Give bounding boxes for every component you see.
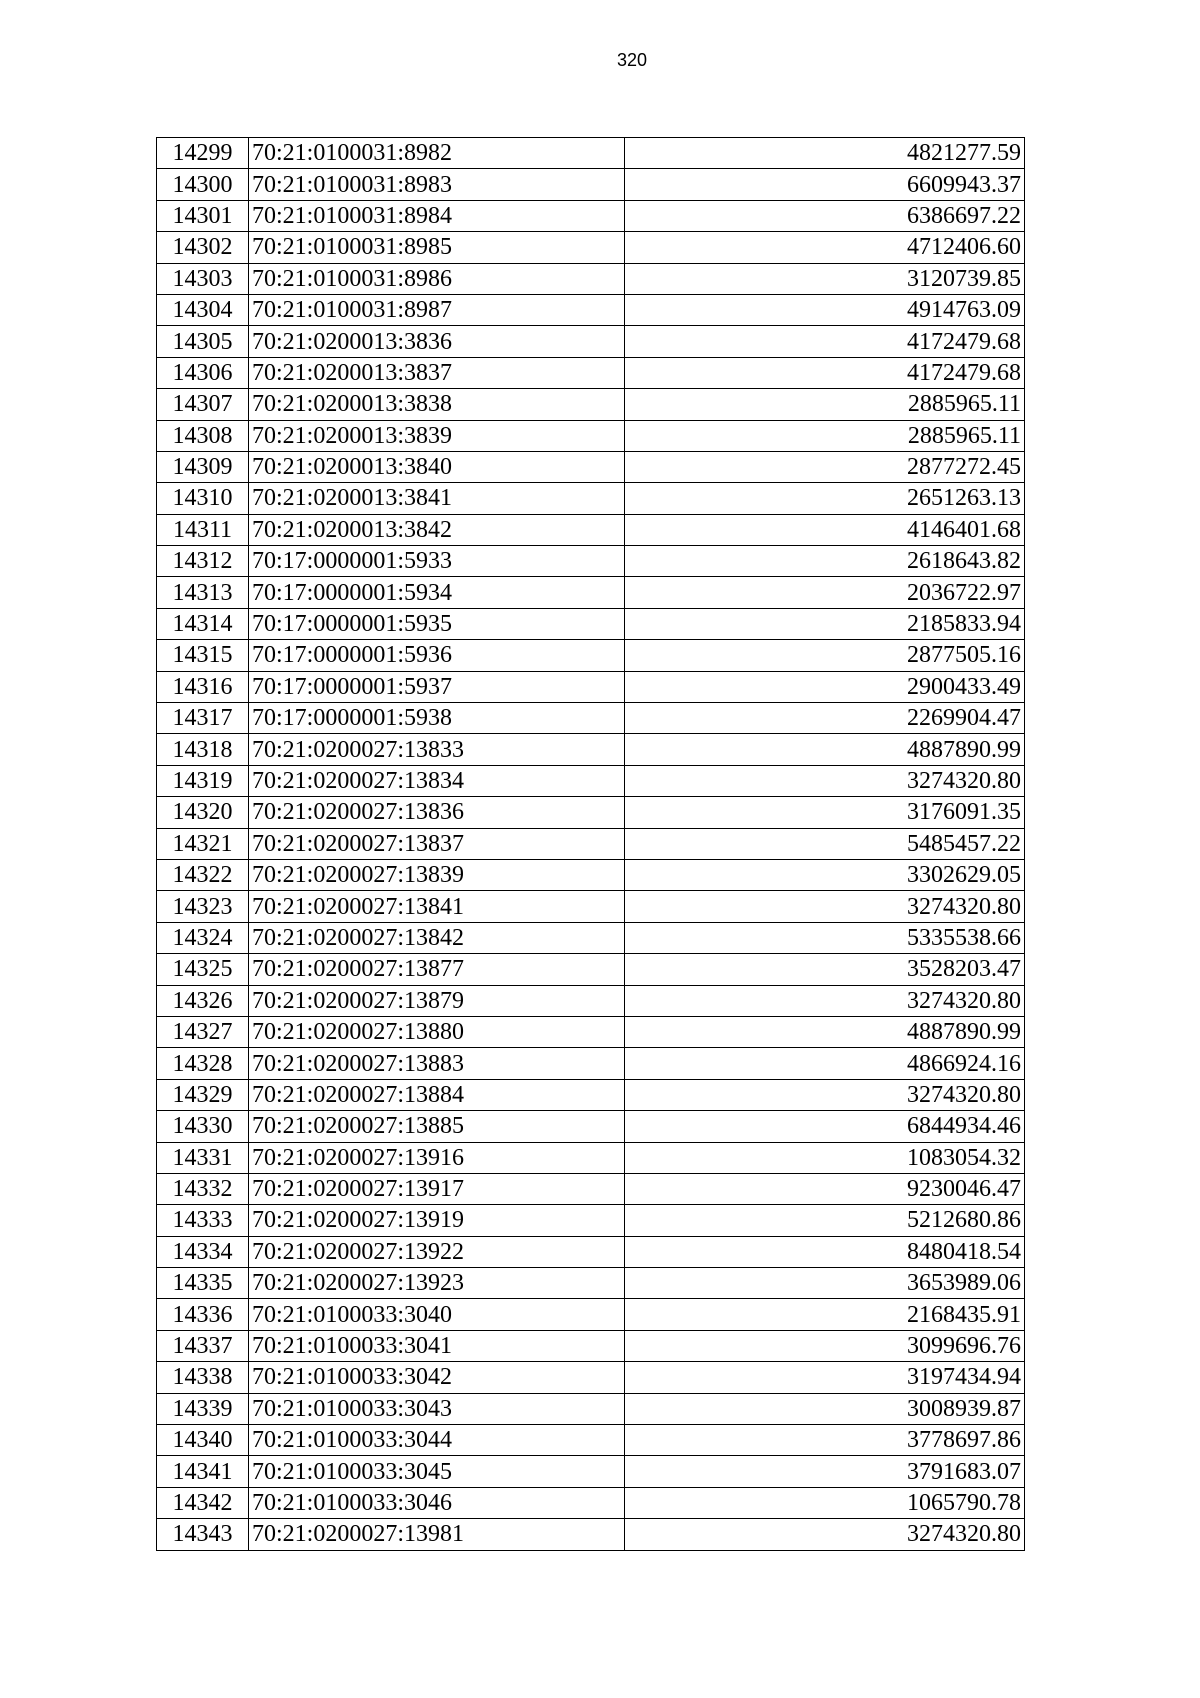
value-cell: 2185833.94 <box>625 608 1025 639</box>
value-cell: 4146401.68 <box>625 514 1025 545</box>
row-number-cell: 14316 <box>157 671 249 702</box>
cadastral-number-cell: 70:21:0200027:13919 <box>249 1205 625 1236</box>
table-row <box>157 1079 1025 1110</box>
cadastral-number-cell: 70:21:0100033:3040 <box>249 1299 625 1330</box>
table-row <box>157 1016 1025 1047</box>
row-number-cell: 14329 <box>157 1079 249 1110</box>
table-row <box>157 1330 1025 1361</box>
table-row <box>157 232 1025 263</box>
table-row <box>157 671 1025 702</box>
row-number-cell: 14304 <box>157 294 249 325</box>
value-cell: 4887890.99 <box>625 734 1025 765</box>
row-number-cell: 14309 <box>157 451 249 482</box>
cadastral-number-cell: 70:21:0100031:8985 <box>249 232 625 263</box>
row-number-cell: 14325 <box>157 954 249 985</box>
value-cell: 2885965.11 <box>625 389 1025 420</box>
value-cell: 4866924.16 <box>625 1048 1025 1079</box>
cadastral-number-cell: 70:21:0200027:13922 <box>249 1236 625 1267</box>
cadastral-number-cell: 70:21:0200027:13880 <box>249 1016 625 1047</box>
cadastral-number-cell: 70:21:0100033:3043 <box>249 1393 625 1424</box>
value-cell: 3176091.35 <box>625 797 1025 828</box>
row-number-cell: 14340 <box>157 1425 249 1456</box>
value-cell: 3197434.94 <box>625 1362 1025 1393</box>
cadastral-number-cell: 70:21:0100031:8987 <box>249 294 625 325</box>
value-cell: 4821277.59 <box>625 138 1025 169</box>
cadastral-number-cell: 70:21:0200013:3836 <box>249 326 625 357</box>
value-cell: 4172479.68 <box>625 326 1025 357</box>
value-cell: 3791683.07 <box>625 1456 1025 1487</box>
table-row <box>157 514 1025 545</box>
table-row <box>157 859 1025 890</box>
cadastral-number-cell: 70:17:0000001:5934 <box>249 577 625 608</box>
row-number-cell: 14317 <box>157 703 249 734</box>
value-cell: 1083054.32 <box>625 1142 1025 1173</box>
row-number-cell: 14302 <box>157 232 249 263</box>
value-cell: 5212680.86 <box>625 1205 1025 1236</box>
row-number-cell: 14312 <box>157 546 249 577</box>
cadastral-number-cell: 70:21:0100031:8983 <box>249 169 625 200</box>
row-number-cell: 14328 <box>157 1048 249 1079</box>
cadastral-number-cell: 70:21:0200027:13877 <box>249 954 625 985</box>
table-row <box>157 169 1025 200</box>
row-number-cell: 14332 <box>157 1173 249 1204</box>
table-row <box>157 608 1025 639</box>
value-cell: 3653989.06 <box>625 1268 1025 1299</box>
row-number-cell: 14331 <box>157 1142 249 1173</box>
row-number-cell: 14310 <box>157 483 249 514</box>
value-cell: 1065790.78 <box>625 1487 1025 1518</box>
value-cell: 3008939.87 <box>625 1393 1025 1424</box>
table-row <box>157 797 1025 828</box>
table-row <box>157 1111 1025 1142</box>
value-cell: 4887890.99 <box>625 1016 1025 1047</box>
table-row <box>157 138 1025 169</box>
table-row <box>157 703 1025 734</box>
table-row <box>157 546 1025 577</box>
cadastral-number-cell: 70:21:0200013:3840 <box>249 451 625 482</box>
table-row <box>157 451 1025 482</box>
row-number-cell: 14300 <box>157 169 249 200</box>
row-number-cell: 14336 <box>157 1299 249 1330</box>
value-cell: 2900433.49 <box>625 671 1025 702</box>
value-cell: 3274320.80 <box>625 765 1025 796</box>
cadastral-number-cell: 70:21:0200013:3839 <box>249 420 625 451</box>
value-cell: 3302629.05 <box>625 859 1025 890</box>
row-number-cell: 14318 <box>157 734 249 765</box>
row-number-cell: 14334 <box>157 1236 249 1267</box>
table-row <box>157 1299 1025 1330</box>
row-number-cell: 14327 <box>157 1016 249 1047</box>
table-row <box>157 1362 1025 1393</box>
table-row <box>157 420 1025 451</box>
value-cell: 6609943.37 <box>625 169 1025 200</box>
row-number-cell: 14311 <box>157 514 249 545</box>
row-number-cell: 14322 <box>157 859 249 890</box>
value-cell: 3120739.85 <box>625 263 1025 294</box>
cadastral-number-cell: 70:17:0000001:5935 <box>249 608 625 639</box>
cadastral-number-cell: 70:21:0200027:13879 <box>249 985 625 1016</box>
row-number-cell: 14341 <box>157 1456 249 1487</box>
table-row <box>157 1205 1025 1236</box>
cadastral-number-cell: 70:17:0000001:5937 <box>249 671 625 702</box>
table-row <box>157 263 1025 294</box>
table-row <box>157 1456 1025 1487</box>
value-cell: 6386697.22 <box>625 200 1025 231</box>
row-number-cell: 14326 <box>157 985 249 1016</box>
row-number-cell: 14335 <box>157 1268 249 1299</box>
value-cell: 2269904.47 <box>625 703 1025 734</box>
row-number-cell: 14301 <box>157 200 249 231</box>
cadastral-number-cell: 70:21:0200027:13923 <box>249 1268 625 1299</box>
cadastral-number-cell: 70:21:0200013:3842 <box>249 514 625 545</box>
table-row <box>157 1048 1025 1079</box>
row-number-cell: 14321 <box>157 828 249 859</box>
row-number-cell: 14307 <box>157 389 249 420</box>
cadastral-number-cell: 70:21:0200013:3838 <box>249 389 625 420</box>
row-number-cell: 14333 <box>157 1205 249 1236</box>
cadastral-number-cell: 70:21:0100033:3046 <box>249 1487 625 1518</box>
row-number-cell: 14330 <box>157 1111 249 1142</box>
value-cell: 8480418.54 <box>625 1236 1025 1267</box>
value-cell: 2168435.91 <box>625 1299 1025 1330</box>
row-number-cell: 14315 <box>157 640 249 671</box>
table-row <box>157 200 1025 231</box>
value-cell: 6844934.46 <box>625 1111 1025 1142</box>
value-cell: 2651263.13 <box>625 483 1025 514</box>
table-row <box>157 828 1025 859</box>
value-cell: 3528203.47 <box>625 954 1025 985</box>
table-row <box>157 577 1025 608</box>
cadastral-number-cell: 70:21:0100033:3042 <box>249 1362 625 1393</box>
cadastral-number-cell: 70:21:0100033:3041 <box>249 1330 625 1361</box>
cadastral-number-cell: 70:21:0200027:13917 <box>249 1173 625 1204</box>
cadastral-number-cell: 70:21:0200013:3837 <box>249 357 625 388</box>
table-row <box>157 922 1025 953</box>
table-row <box>157 640 1025 671</box>
value-cell: 4712406.60 <box>625 232 1025 263</box>
value-cell: 3274320.80 <box>625 1519 1025 1550</box>
value-cell: 3778697.86 <box>625 1425 1025 1456</box>
cadastral-number-cell: 70:21:0200027:13839 <box>249 859 625 890</box>
table-row <box>157 891 1025 922</box>
cadastral-number-cell: 70:21:0200027:13842 <box>249 922 625 953</box>
cadastral-number-cell: 70:21:0200013:3841 <box>249 483 625 514</box>
value-cell: 5335538.66 <box>625 922 1025 953</box>
row-number-cell: 14343 <box>157 1519 249 1550</box>
registry-table <box>156 137 1025 1551</box>
row-number-cell: 14320 <box>157 797 249 828</box>
table-row <box>157 389 1025 420</box>
table-row <box>157 357 1025 388</box>
value-cell: 3274320.80 <box>625 985 1025 1016</box>
cadastral-number-cell: 70:21:0200027:13883 <box>249 1048 625 1079</box>
cadastral-number-cell: 70:21:0200027:13837 <box>249 828 625 859</box>
table-row <box>157 326 1025 357</box>
table-row <box>157 954 1025 985</box>
value-cell: 2877505.16 <box>625 640 1025 671</box>
table-row <box>157 765 1025 796</box>
cadastral-number-cell: 70:21:0200027:13981 <box>249 1519 625 1550</box>
table-row <box>157 1142 1025 1173</box>
table-row <box>157 483 1025 514</box>
value-cell: 3274320.80 <box>625 891 1025 922</box>
table-row <box>157 985 1025 1016</box>
row-number-cell: 14303 <box>157 263 249 294</box>
value-cell: 2885965.11 <box>625 420 1025 451</box>
cadastral-number-cell: 70:21:0100033:3045 <box>249 1456 625 1487</box>
cadastral-number-cell: 70:21:0100031:8986 <box>249 263 625 294</box>
table-row <box>157 1268 1025 1299</box>
row-number-cell: 14323 <box>157 891 249 922</box>
cadastral-number-cell: 70:21:0200027:13916 <box>249 1142 625 1173</box>
row-number-cell: 14342 <box>157 1487 249 1518</box>
table-row <box>157 1519 1025 1550</box>
cadastral-number-cell: 70:21:0200027:13833 <box>249 734 625 765</box>
page-number: 320 <box>616 50 648 70</box>
cadastral-number-cell: 70:21:0200027:13885 <box>249 1111 625 1142</box>
row-number-cell: 14308 <box>157 420 249 451</box>
row-number-cell: 14324 <box>157 922 249 953</box>
row-number-cell: 14305 <box>157 326 249 357</box>
cadastral-number-cell: 70:21:0100031:8982 <box>249 138 625 169</box>
row-number-cell: 14313 <box>157 577 249 608</box>
value-cell: 5485457.22 <box>625 828 1025 859</box>
cadastral-number-cell: 70:17:0000001:5933 <box>249 546 625 577</box>
row-number-cell: 14339 <box>157 1393 249 1424</box>
row-number-cell: 14319 <box>157 765 249 796</box>
table-row <box>157 1425 1025 1456</box>
cadastral-number-cell: 70:21:0200027:13836 <box>249 797 625 828</box>
cadastral-number-cell: 70:21:0200027:13841 <box>249 891 625 922</box>
table-row <box>157 1393 1025 1424</box>
cadastral-number-cell: 70:21:0200027:13834 <box>249 765 625 796</box>
value-cell: 2618643.82 <box>625 546 1025 577</box>
registry-table-body <box>157 138 1025 1551</box>
value-cell: 2877272.45 <box>625 451 1025 482</box>
cadastral-number-cell: 70:17:0000001:5938 <box>249 703 625 734</box>
table-row <box>157 294 1025 325</box>
cadastral-number-cell: 70:17:0000001:5936 <box>249 640 625 671</box>
value-cell: 4914763.09 <box>625 294 1025 325</box>
value-cell: 3274320.80 <box>625 1079 1025 1110</box>
row-number-cell: 14299 <box>157 138 249 169</box>
value-cell: 3099696.76 <box>625 1330 1025 1361</box>
cadastral-number-cell: 70:21:0100031:8984 <box>249 200 625 231</box>
row-number-cell: 14306 <box>157 357 249 388</box>
table-row <box>157 1236 1025 1267</box>
cadastral-number-cell: 70:21:0200027:13884 <box>249 1079 625 1110</box>
row-number-cell: 14314 <box>157 608 249 639</box>
row-number-cell: 14337 <box>157 1330 249 1361</box>
table-row <box>157 1487 1025 1518</box>
cadastral-number-cell: 70:21:0100033:3044 <box>249 1425 625 1456</box>
value-cell: 9230046.47 <box>625 1173 1025 1204</box>
value-cell: 4172479.68 <box>625 357 1025 388</box>
row-number-cell: 14338 <box>157 1362 249 1393</box>
value-cell: 2036722.97 <box>625 577 1025 608</box>
table-row <box>157 734 1025 765</box>
table-row <box>157 1173 1025 1204</box>
